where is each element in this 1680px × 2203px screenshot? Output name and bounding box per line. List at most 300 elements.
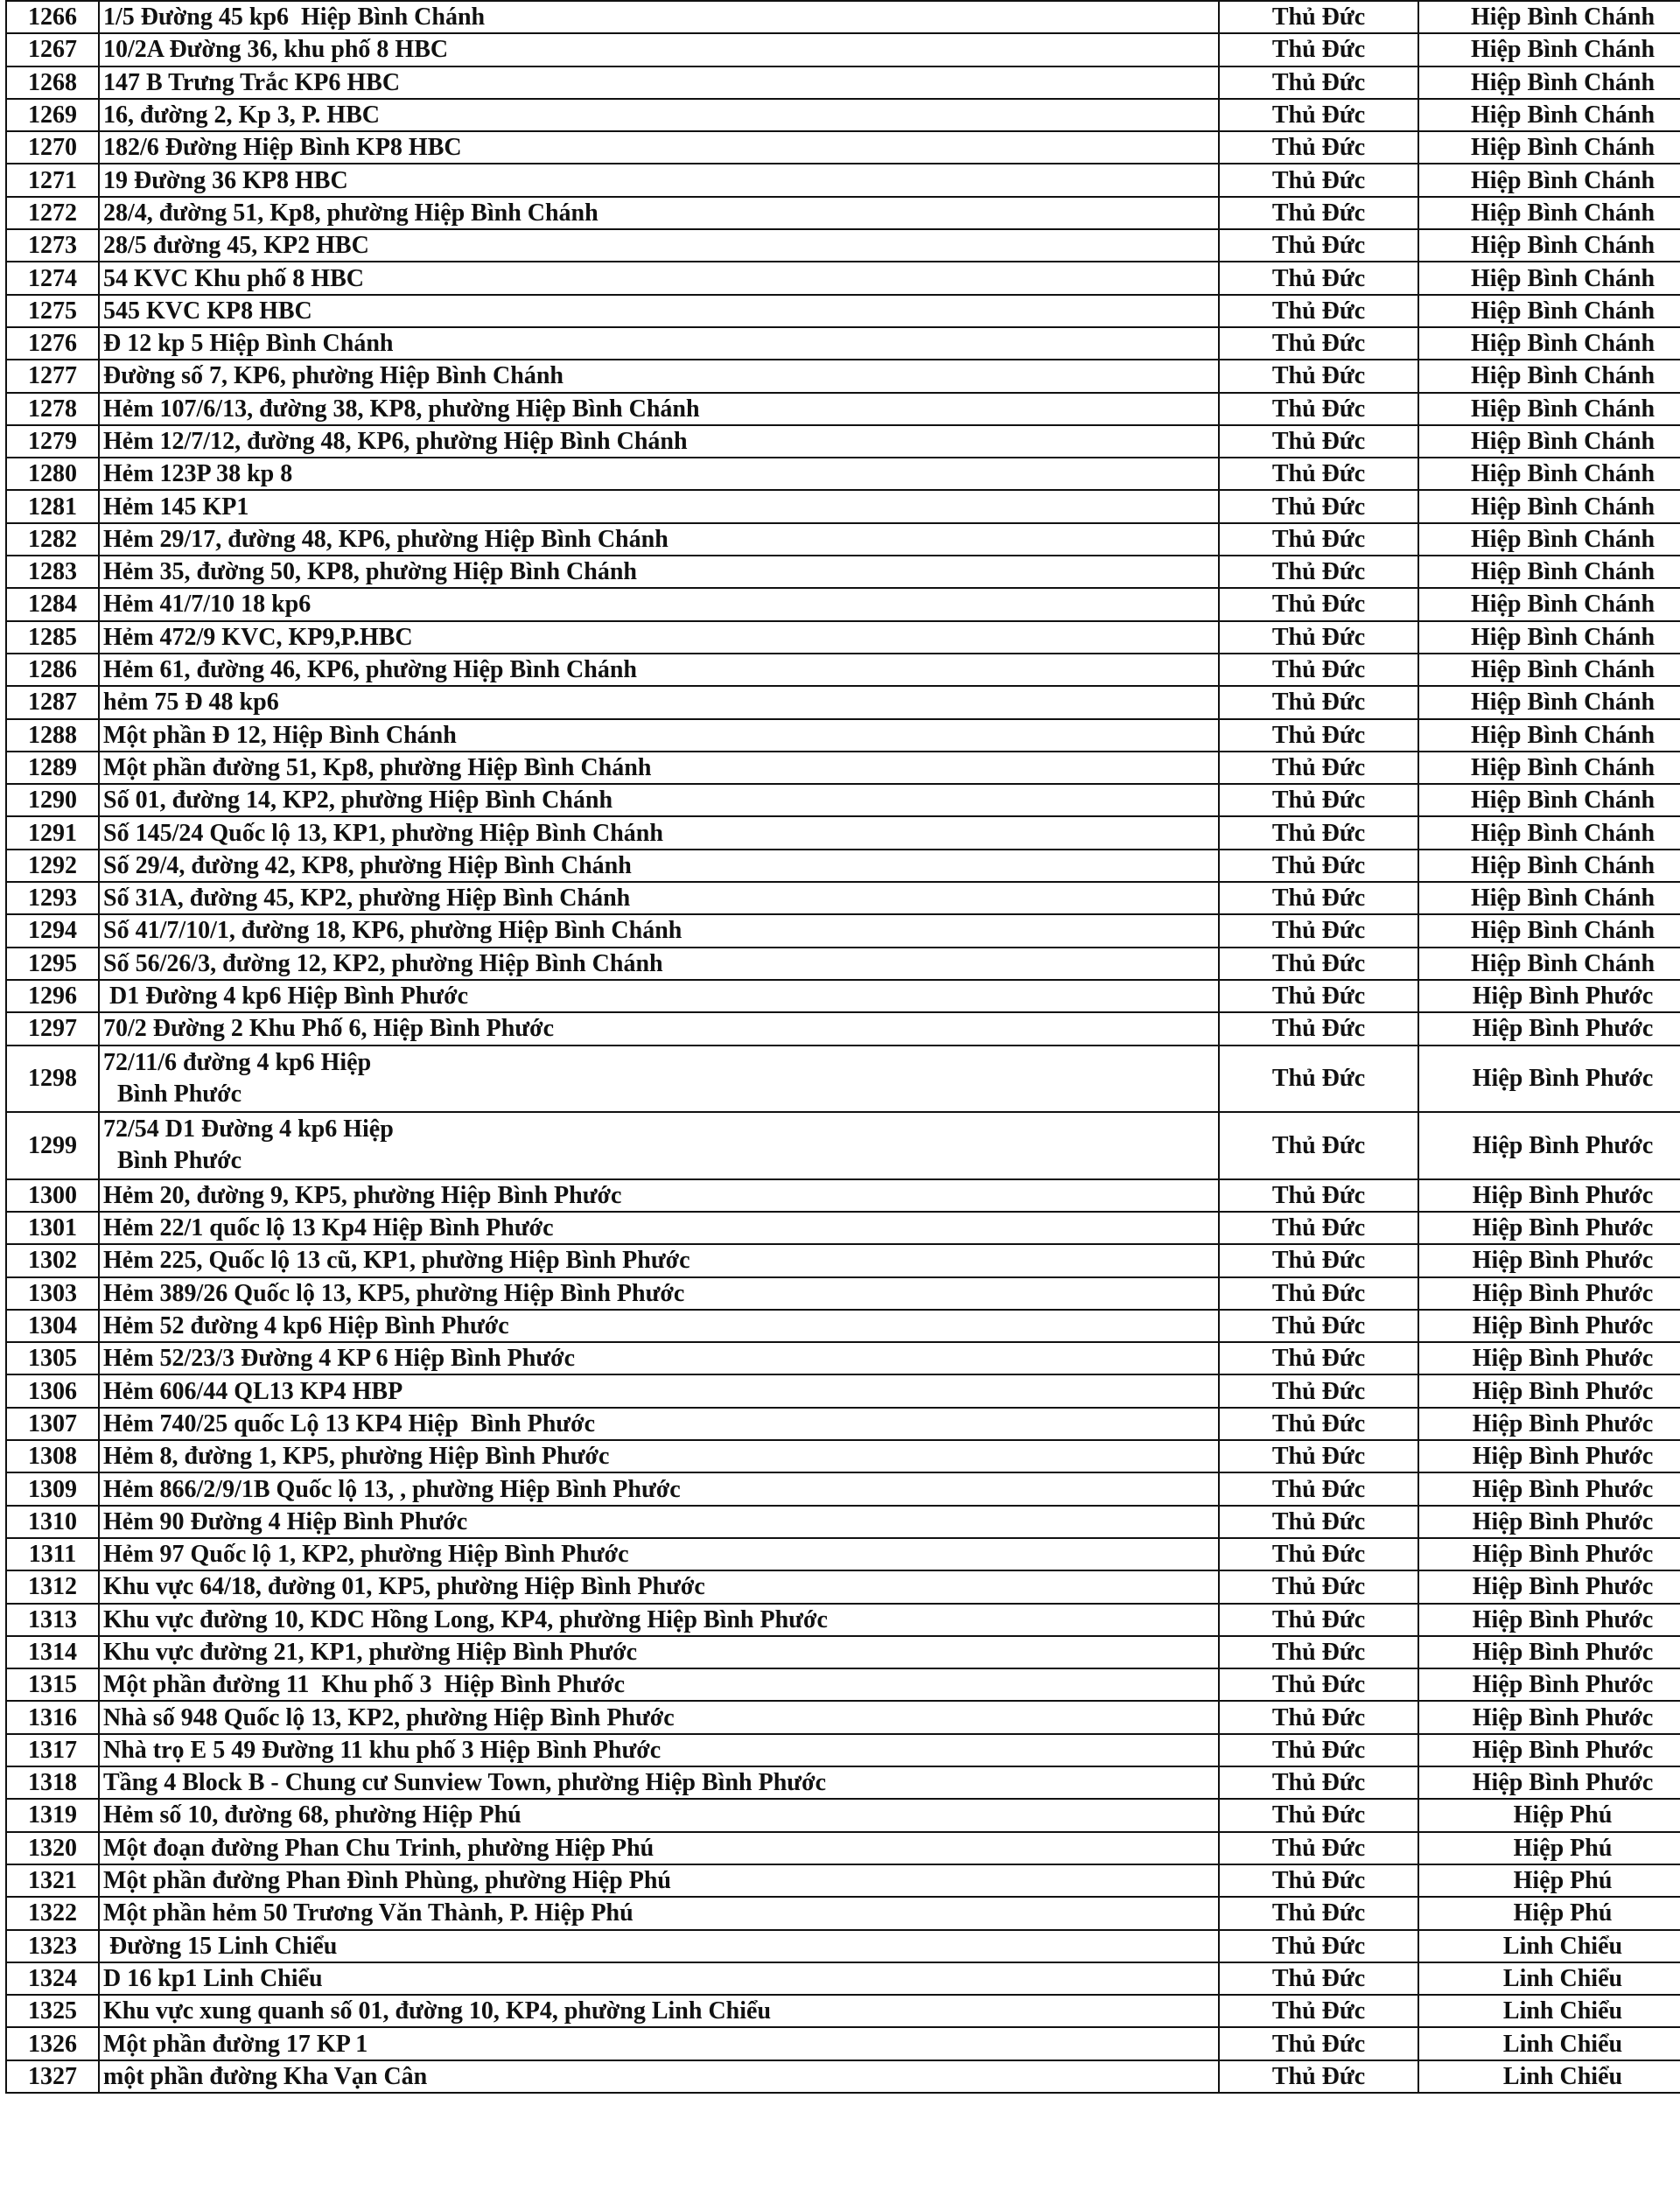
table-row [6,197,1680,229]
address-cell: Hẻm số 10, đường 68, phường Hiệp Phú [99,1799,1219,1831]
address-cell: 10/2A Đường 36, khu phố 8 HBC [99,33,1219,66]
ward-cell: Hiệp Bình Phước [1418,1538,1680,1570]
row-number-cell: 1323 [6,1930,99,1962]
district-cell: Thủ Đức [1219,1766,1418,1799]
district-cell: Thủ Đức [1219,1832,1418,1864]
ward-cell: Hiệp Bình Phước [1418,1244,1680,1276]
row-number-cell: 1307 [6,1408,99,1440]
table-row [6,1212,1680,1244]
row-number-cell: 1289 [6,752,99,784]
district-cell: Thủ Đức [1219,850,1418,882]
row-number-cell: 1280 [6,458,99,490]
district-cell: Thủ Đức [1219,882,1418,914]
table-row [6,164,1680,196]
district-cell: Thủ Đức [1219,1668,1418,1701]
ward-cell: Hiệp Bình Phước [1418,1506,1680,1538]
address-cell: một phần đường Kha Vạn Cân [99,2060,1219,2093]
district-cell: Thủ Đức [1219,784,1418,816]
row-number-cell: 1296 [6,980,99,1012]
table-row [6,654,1680,686]
address-cell: Một phần đường Phan Đình Phùng, phường Hiệp Phú [99,1864,1219,1897]
address-cell: Hẻm 90 Đường 4 Hiệp Bình Phước [99,1506,1219,1538]
district-cell: Thủ Đức [1219,1408,1418,1440]
table-row [6,1570,1680,1603]
address-cell: 147 B Trưng Trắc KP6 HBC [99,66,1219,99]
address-cell: Hẻm 20, đường 9, KP5, phường Hiệp Bình Phước [99,1179,1219,1212]
ward-cell: Hiệp Bình Phước [1418,1604,1680,1636]
ward-cell: Hiệp Bình Chánh [1418,33,1680,66]
table-row [6,523,1680,556]
district-cell: Thủ Đức [1219,1962,1418,1995]
district-cell: Thủ Đức [1219,1212,1418,1244]
row-number-cell: 1308 [6,1440,99,1472]
row-number-cell: 1286 [6,654,99,686]
row-number-cell: 1271 [6,164,99,196]
table-row [6,1472,1680,1505]
district-cell: Thủ Đức [1219,1012,1418,1045]
address-cell: Một phần đường 11 Khu phố 3 Hiệp Bình Phước [99,1668,1219,1701]
ward-cell: Hiệp Bình Chánh [1418,164,1680,196]
district-cell: Thủ Đức [1219,621,1418,654]
ward-cell: Hiệp Bình Chánh [1418,816,1680,849]
district-cell: Thủ Đức [1219,1277,1418,1310]
ward-cell: Hiệp Bình Chánh [1418,393,1680,425]
row-number-cell: 1293 [6,882,99,914]
ward-cell: Hiệp Bình Chánh [1418,295,1680,327]
row-number-cell: 1270 [6,131,99,164]
ward-cell: Hiệp Bình Chánh [1418,425,1680,458]
address-cell: Khu vực đường 10, KDC Hồng Long, KP4, phường Hiệp Bình Phước [99,1604,1219,1636]
table-row [6,33,1680,66]
row-number-cell: 1297 [6,1012,99,1045]
table-row [6,686,1680,718]
ward-cell: Hiệp Bình Phước [1418,1440,1680,1472]
address-cell: 16, đường 2, Kp 3, P. HBC [99,99,1219,131]
row-number-cell: 1267 [6,33,99,66]
row-number-cell: 1279 [6,425,99,458]
address-cell: Hẻm 52/23/3 Đường 4 KP 6 Hiệp Bình Phước [99,1342,1219,1374]
ward-cell: Hiệp Bình Chánh [1418,914,1680,947]
table-row [6,621,1680,654]
district-cell: Thủ Đức [1219,1864,1418,1897]
row-number-cell: 1278 [6,393,99,425]
row-number-cell: 1327 [6,2060,99,2093]
table-row [6,1012,1680,1045]
table-row [6,1440,1680,1472]
table-row [6,719,1680,752]
district-cell: Thủ Đức [1219,2027,1418,2060]
district-cell: Thủ Đức [1219,816,1418,849]
address-cell: Hẻm 123P 38 kp 8 [99,458,1219,490]
row-number-cell: 1268 [6,66,99,99]
district-cell: Thủ Đức [1219,1604,1418,1636]
district-cell: Thủ Đức [1219,360,1418,392]
row-number-cell: 1321 [6,1864,99,1897]
row-number-cell: 1291 [6,816,99,849]
ward-cell: Hiệp Bình Chánh [1418,654,1680,686]
table-row [6,131,1680,164]
ward-cell: Hiệp Bình Chánh [1418,882,1680,914]
table-row [6,816,1680,849]
district-cell: Thủ Đức [1219,327,1418,360]
row-number-cell: 1322 [6,1897,99,1929]
ward-cell: Hiệp Bình Chánh [1418,523,1680,556]
row-number-cell: 1292 [6,850,99,882]
ward-cell: Hiệp Bình Chánh [1418,752,1680,784]
address-cell: Hẻm 389/26 Quốc lộ 13, KP5, phường Hiệp Bình Phước [99,1277,1219,1310]
row-number-cell: 1288 [6,719,99,752]
ward-cell: Hiệp Bình Phước [1418,1277,1680,1310]
row-number-cell: 1287 [6,686,99,718]
address-cell: 54 KVC Khu phố 8 HBC [99,262,1219,294]
district-cell: Thủ Đức [1219,1799,1418,1831]
address-cell: Một phần hẻm 50 Trương Văn Thành, P. Hiệp Phú [99,1897,1219,1929]
district-cell: Thủ Đức [1219,1,1418,33]
district-cell: Thủ Đức [1219,1440,1418,1472]
table-row [6,295,1680,327]
table-row [6,99,1680,131]
district-cell: Thủ Đức [1219,1538,1418,1570]
address-cell: Tầng 4 Block B - Chung cư Sunview Town, phường Hiệp Bình Phước [99,1766,1219,1799]
ward-cell: Hiệp Bình Phước [1418,1342,1680,1374]
row-number-cell: 1309 [6,1472,99,1505]
row-number-cell: 1266 [6,1,99,33]
table-row [6,1374,1680,1407]
row-number-cell: 1285 [6,621,99,654]
address-cell: 182/6 Đường Hiệp Bình KP8 HBC [99,131,1219,164]
ward-cell: Hiệp Bình Phước [1418,1046,1680,1113]
address-cell: Số 31A, đường 45, KP2, phường Hiệp Bình Chánh [99,882,1219,914]
ward-cell: Hiệp Bình Chánh [1418,99,1680,131]
table-row [6,1930,1680,1962]
table-row [6,425,1680,458]
address-cell: Hẻm 225, Quốc lộ 13 cũ, KP1, phường Hiệp Bình Phước [99,1244,1219,1276]
district-cell: Thủ Đức [1219,1570,1418,1603]
row-number-cell: 1316 [6,1701,99,1733]
table-row [6,1897,1680,1929]
ward-cell: Hiệp Bình Chánh [1418,588,1680,620]
district-cell: Thủ Đức [1219,523,1418,556]
address-cell [99,1046,1219,1113]
ward-cell: Hiệp Bình Phước [1418,1636,1680,1668]
address-cell: Khu vực 64/18, đường 01, KP5, phường Hiệp Bình Phước [99,1570,1219,1603]
table-row [6,66,1680,99]
ward-cell: Hiệp Bình Phước [1418,1734,1680,1766]
address-table-body [6,1,1680,2093]
table-row [6,1277,1680,1310]
address-cell: Hẻm 866/2/9/1B Quốc lộ 13, , phường Hiệp Bình Phước [99,1472,1219,1505]
table-row [6,393,1680,425]
row-number-cell: 1294 [6,914,99,947]
table-row [6,1046,1680,1113]
row-number-cell: 1325 [6,1995,99,2027]
address-cell: Đ 12 kp 5 Hiệp Bình Chánh [99,327,1219,360]
row-number-cell: 1311 [6,1538,99,1570]
row-number-cell: 1320 [6,1832,99,1864]
table-row [6,2060,1680,2093]
address-cell: Khu vực xung quanh số 01, đường 10, KP4, phường Linh Chiểu [99,1995,1219,2027]
table-row [6,1832,1680,1864]
ward-cell: Hiệp Bình Chánh [1418,262,1680,294]
ward-cell: Hiệp Bình Chánh [1418,621,1680,654]
row-number-cell: 1326 [6,2027,99,2060]
district-cell: Thủ Đức [1219,1930,1418,1962]
address-cell: Hẻm 29/17, đường 48, KP6, phường Hiệp Bình Chánh [99,523,1219,556]
address-cell: 19 Đường 36 KP8 HBC [99,164,1219,196]
district-cell: Thủ Đức [1219,1374,1418,1407]
row-number-cell: 1298 [6,1046,99,1113]
district-cell: Thủ Đức [1219,1310,1418,1342]
table-row [6,2027,1680,2060]
district-cell: Thủ Đức [1219,588,1418,620]
ward-cell: Hiệp Bình Chánh [1418,66,1680,99]
address-line: Bình Phước [117,1080,242,1108]
district-cell: Thủ Đức [1219,1995,1418,2027]
address-cell: Số 41/7/10/1, đường 18, KP6, phường Hiệp Bình Chánh [99,914,1219,947]
address-cell: Hẻm 472/9 KVC, KP9,P.HBC [99,621,1219,654]
ward-cell: Hiệp Bình Phước [1418,1701,1680,1733]
row-number-cell: 1305 [6,1342,99,1374]
district-cell: Thủ Đức [1219,1244,1418,1276]
ward-cell: Hiệp Bình Chánh [1418,556,1680,588]
address-cell: 70/2 Đường 2 Khu Phố 6, Hiệp Bình Phước [99,1012,1219,1045]
district-cell: Thủ Đức [1219,2060,1418,2093]
district-cell: Thủ Đức [1219,131,1418,164]
table-row [6,1701,1680,1733]
ward-cell: Linh Chiểu [1418,1995,1680,2027]
table-row [6,914,1680,947]
ward-cell: Hiệp Bình Chánh [1418,131,1680,164]
district-cell: Thủ Đức [1219,914,1418,947]
ward-cell: Linh Chiểu [1418,2060,1680,2093]
district-cell: Thủ Đức [1219,719,1418,752]
address-cell: 28/5 đường 45, KP2 HBC [99,229,1219,262]
district-cell: Thủ Đức [1219,1179,1418,1212]
ward-cell: Hiệp Bình Chánh [1418,719,1680,752]
district-cell: Thủ Đức [1219,295,1418,327]
ward-cell: Hiệp Bình Phước [1418,1766,1680,1799]
row-number-cell: 1275 [6,295,99,327]
address-cell: Nhà số 948 Quốc lộ 13, KP2, phường Hiệp Bình Phước [99,1701,1219,1733]
district-cell: Thủ Đức [1219,980,1418,1012]
table-row [6,1179,1680,1212]
address-cell: Hẻm 740/25 quốc Lộ 13 KP4 Hiệp Bình Phước [99,1408,1219,1440]
address-cell: 1/5 Đường 45 kp6 Hiệp Bình Chánh [99,1,1219,33]
ward-cell: Hiệp Bình Phước [1418,1374,1680,1407]
district-cell: Thủ Đức [1219,393,1418,425]
address-cell: Số 56/26/3, đường 12, KP2, phường Hiệp Bình Chánh [99,948,1219,980]
table-row [6,1112,1680,1179]
address-cell: Hẻm 22/1 quốc lộ 13 Kp4 Hiệp Bình Phước [99,1212,1219,1244]
table-row [6,1734,1680,1766]
row-number-cell: 1314 [6,1636,99,1668]
table-row [6,752,1680,784]
ward-cell: Hiệp Bình Chánh [1418,360,1680,392]
ward-cell: Hiệp Bình Phước [1418,1310,1680,1342]
district-cell: Thủ Đức [1219,99,1418,131]
district-cell: Thủ Đức [1219,1342,1418,1374]
table-row [6,1310,1680,1342]
ward-cell: Hiệp Bình Phước [1418,1112,1680,1179]
address-cell: Một phần Đ 12, Hiệp Bình Chánh [99,719,1219,752]
table-row [6,588,1680,620]
row-number-cell: 1273 [6,229,99,262]
row-number-cell: 1283 [6,556,99,588]
district-cell: Thủ Đức [1219,1046,1418,1113]
district-cell: Thủ Đức [1219,1472,1418,1505]
district-cell: Thủ Đức [1219,752,1418,784]
ward-cell: Hiệp Bình Chánh [1418,327,1680,360]
district-cell: Thủ Đức [1219,66,1418,99]
district-cell: Thủ Đức [1219,458,1418,490]
address-cell: Hẻm 12/7/12, đường 48, KP6, phường Hiệp Bình Chánh [99,425,1219,458]
district-cell: Thủ Đức [1219,1897,1418,1929]
row-number-cell: 1276 [6,327,99,360]
address-cell: Hẻm 145 KP1 [99,490,1219,522]
table-row [6,458,1680,490]
address-cell: Hẻm 107/6/13, đường 38, KP8, phường Hiệp Bình Chánh [99,393,1219,425]
ward-cell: Hiệp Bình Chánh [1418,850,1680,882]
district-cell: Thủ Đức [1219,262,1418,294]
row-number-cell: 1302 [6,1244,99,1276]
table-row [6,556,1680,588]
district-cell: Thủ Đức [1219,948,1418,980]
table-row [6,1962,1680,1995]
table-row [6,948,1680,980]
ward-cell: Hiệp Bình Chánh [1418,784,1680,816]
ward-cell: Hiệp Bình Chánh [1418,948,1680,980]
address-cell: 545 KVC KP8 HBC [99,295,1219,327]
district-cell: Thủ Đức [1219,1636,1418,1668]
table-row [6,1668,1680,1701]
table-row [6,1,1680,33]
ward-cell: Hiệp Bình Phước [1418,1212,1680,1244]
table-row [6,327,1680,360]
ward-cell: Hiệp Bình Phước [1418,1408,1680,1440]
table-row [6,1636,1680,1668]
ward-cell: Hiệp Bình Phước [1418,1472,1680,1505]
row-number-cell: 1284 [6,588,99,620]
table-row [6,1766,1680,1799]
address-cell: Khu vực đường 21, KP1, phường Hiệp Bình Phước [99,1636,1219,1668]
address-cell: Hẻm 41/7/10 18 kp6 [99,588,1219,620]
district-cell: Thủ Đức [1219,1112,1418,1179]
district-cell: Thủ Đức [1219,33,1418,66]
district-cell: Thủ Đức [1219,1701,1418,1733]
table-row [6,980,1680,1012]
row-number-cell: 1282 [6,523,99,556]
row-number-cell: 1277 [6,360,99,392]
ward-cell: Hiệp Bình Phước [1418,1668,1680,1701]
ward-cell: Hiệp Phú [1418,1864,1680,1897]
address-cell: Một phần đường 17 KP 1 [99,2027,1219,2060]
table-row [6,882,1680,914]
ward-cell: Hiệp Bình Phước [1418,1570,1680,1603]
address-cell [99,1112,1219,1179]
ward-cell: Hiệp Bình Chánh [1418,458,1680,490]
address-cell: Hẻm 61, đường 46, KP6, phường Hiệp Bình Chánh [99,654,1219,686]
table-row [6,360,1680,392]
district-cell: Thủ Đức [1219,164,1418,196]
row-number-cell: 1300 [6,1179,99,1212]
address-cell: Nhà trọ E 5 49 Đường 11 khu phố 3 Hiệp Bình Phước [99,1734,1219,1766]
row-number-cell: 1301 [6,1212,99,1244]
address-line: Bình Phước [117,1147,242,1175]
district-cell: Thủ Đức [1219,490,1418,522]
row-number-cell: 1274 [6,262,99,294]
row-number-cell: 1318 [6,1766,99,1799]
ward-cell: Linh Chiểu [1418,1930,1680,1962]
ward-cell: Hiệp Bình Chánh [1418,197,1680,229]
row-number-cell: 1290 [6,784,99,816]
address-cell: Số 145/24 Quốc lộ 13, KP1, phường Hiệp Bình Chánh [99,816,1219,849]
row-number-cell: 1281 [6,490,99,522]
address-cell: Số 01, đường 14, KP2, phường Hiệp Bình Chánh [99,784,1219,816]
address-cell: Hẻm 35, đường 50, KP8, phường Hiệp Bình Chánh [99,556,1219,588]
district-cell: Thủ Đức [1219,686,1418,718]
address-cell: 28/4, đường 51, Kp8, phường Hiệp Bình Chánh [99,197,1219,229]
district-cell: Thủ Đức [1219,654,1418,686]
ward-cell: Hiệp Bình Chánh [1418,1,1680,33]
table-row [6,850,1680,882]
ward-cell: Hiệp Bình Phước [1418,1179,1680,1212]
address-line: 72/54 D1 Đường 4 kp6 Hiệp [103,1115,394,1143]
row-number-cell: 1315 [6,1668,99,1701]
row-number-cell: 1304 [6,1310,99,1342]
address-cell: Một đoạn đường Phan Chu Trinh, phường Hiệp Phú [99,1832,1219,1864]
row-number-cell: 1295 [6,948,99,980]
table-row [6,784,1680,816]
address-cell: D 16 kp1 Linh Chiểu [99,1962,1219,1995]
row-number-cell: 1272 [6,197,99,229]
district-cell: Thủ Đức [1219,1506,1418,1538]
ward-cell: Linh Chiểu [1418,2027,1680,2060]
table-row [6,1506,1680,1538]
table-row [6,1538,1680,1570]
address-cell: Một phần đường 51, Kp8, phường Hiệp Bình Chánh [99,752,1219,784]
row-number-cell: 1306 [6,1374,99,1407]
row-number-cell: 1324 [6,1962,99,1995]
ward-cell: Linh Chiểu [1418,1962,1680,1995]
table-row [6,490,1680,522]
address-cell: Hẻm 97 Quốc lộ 1, KP2, phường Hiệp Bình Phước [99,1538,1219,1570]
district-cell: Thủ Đức [1219,229,1418,262]
table-row [6,1995,1680,2027]
row-number-cell: 1299 [6,1112,99,1179]
district-cell: Thủ Đức [1219,556,1418,588]
row-number-cell: 1269 [6,99,99,131]
table-row [6,1799,1680,1831]
row-number-cell: 1310 [6,1506,99,1538]
ward-cell: Hiệp Bình Chánh [1418,229,1680,262]
table-row [6,1244,1680,1276]
table-row [6,1604,1680,1636]
table-row [6,229,1680,262]
ward-cell: Hiệp Bình Phước [1418,980,1680,1012]
address-cell: Số 29/4, đường 42, KP8, phường Hiệp Bình Chánh [99,850,1219,882]
district-cell: Thủ Đức [1219,1734,1418,1766]
ward-cell: Hiệp Bình Chánh [1418,490,1680,522]
ward-cell: Hiệp Bình Chánh [1418,686,1680,718]
ward-cell: Hiệp Phú [1418,1897,1680,1929]
ward-cell: Hiệp Phú [1418,1832,1680,1864]
address-cell: hẻm 75 Đ 48 kp6 [99,686,1219,718]
table-row [6,1864,1680,1897]
address-cell: Hẻm 8, đường 1, KP5, phường Hiệp Bình Phước [99,1440,1219,1472]
address-line: 72/11/6 đường 4 kp6 Hiệp [103,1048,372,1076]
ward-cell: Hiệp Phú [1418,1799,1680,1831]
table-row [6,1408,1680,1440]
